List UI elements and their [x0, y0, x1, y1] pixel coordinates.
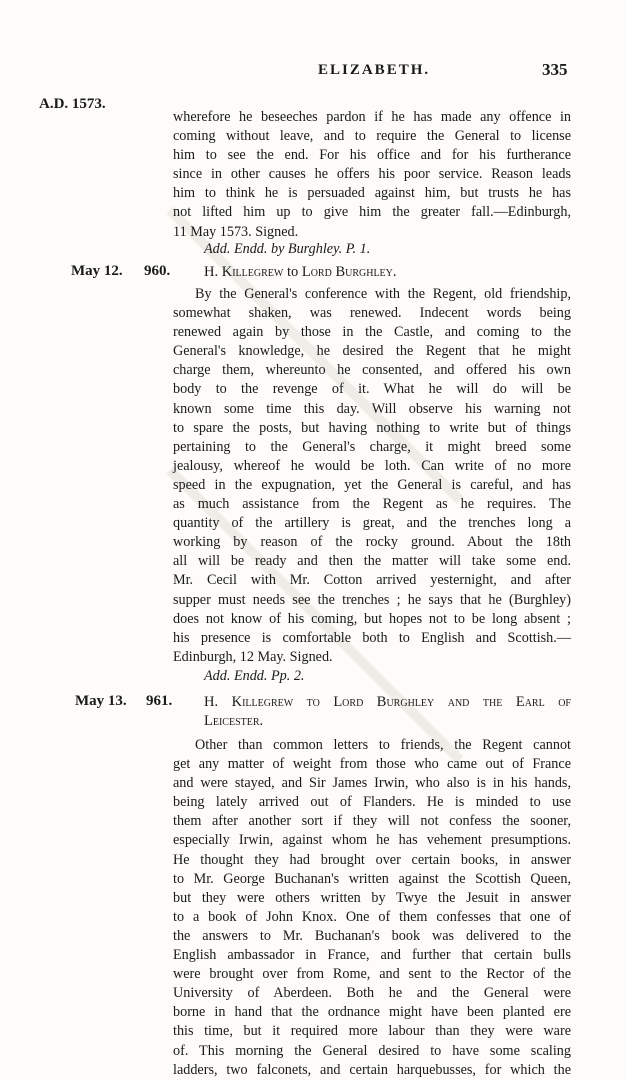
entry-heading: H. Killegrew to Lord Burghley and the Earl of — [204, 694, 571, 710]
text-line: and were stayed, and Sir James Irwin, who also is in his hands, — [173, 775, 571, 792]
text-line: but they were others written by Twye the Jesuit in answer — [173, 889, 571, 906]
text-line: somewhat shaken, was renewed. Indecent words being — [173, 305, 571, 322]
entry-body — [173, 285, 571, 667]
text-line: especially Irwin, against whom he has vehement presumptions. — [173, 832, 571, 849]
text-line: all will be ready and then the matter will take some end. — [173, 553, 571, 570]
page-header — [0, 50, 626, 80]
text-line: to Mr. George Buchanan's written against the Scottish Queen, — [173, 870, 571, 887]
text-line: working by reason of the rocky ground. About the 18th — [173, 534, 571, 551]
text-line: him to see the end. For his office and for his furtherance — [173, 147, 571, 164]
text-line: He thought they had brought over certain books, in answer — [173, 851, 571, 868]
text-line: them after another sort if they will not confess the sooner, — [173, 813, 571, 830]
text-line: University of Aberdeen. Both he and the General were — [173, 985, 571, 1002]
text-line: Edinburgh, 12 May. Signed. — [173, 648, 333, 665]
text-line: body to the revenge of it. What he will do will be — [173, 381, 571, 398]
text-line: not lifted him up to give him the greater fall.—Edinburgh, — [173, 204, 571, 221]
text-line: since in other causes he offers his poor service. Reason leads — [173, 166, 571, 183]
text-line: General's knowledge, he desired the Regent that he might — [173, 343, 571, 360]
text-line: the answers to Mr. Buchanan's book was delivered to the — [173, 927, 571, 944]
year-margin: A.D. 1573. — [39, 96, 106, 112]
text-line: English ambassador in France, and further that certain bulls — [173, 947, 571, 964]
entry-date: May 13. — [75, 693, 127, 709]
text-line: supper must needs see the trenches ; he says that he (Burghley) — [173, 591, 571, 608]
text-line: to spare the posts, but having nothing to write but of things — [173, 419, 571, 436]
entry-date: May 12. — [71, 263, 123, 279]
text-line: his presence is comfortable both to English and Scottish.— — [173, 629, 571, 646]
text-line: of. This morning the General desired to have some scaling — [173, 1042, 571, 1059]
text-line: pertaining to the General's charge, it might breed some — [173, 438, 571, 455]
text-line: being lately arrived out of Flanders. He is minded to use — [173, 794, 571, 811]
text-line: jealousy, whereof he would be loth. Can write of no more — [173, 457, 571, 474]
text-line: renewed again by those in the Castle, and coming to the — [173, 324, 571, 341]
text-line: were brought over from Rome, and sent to the Rector of the — [173, 966, 571, 983]
text-line: as much assistance from the Regent as he requires. The — [173, 496, 571, 513]
endorsement: Add. Endd. by Burghley. P. 1. — [204, 241, 371, 257]
text-line: to a book of John Knox. One of them confesses that one of — [173, 908, 571, 925]
text-line: wherefore he beseeches pardon if he has made any offence in — [173, 109, 571, 125]
endorsement: Add. Endd. Pp. 2. — [204, 668, 305, 684]
text-line: known some time this day. Will observe his warning not — [173, 400, 571, 417]
running-title: ELIZABETH. — [318, 62, 431, 78]
text-line: this time, but it required more labour than they were ware — [173, 1023, 571, 1040]
entry-number: 961. — [146, 693, 173, 709]
entry-heading: H. Killegrew to Lord Burghley. — [204, 264, 397, 280]
text-line: Mr. Cecil with Mr. Cotton arrived yesternight, and after — [173, 572, 571, 589]
text-line: speed in the expugnation, yet the General is careful, and has — [173, 476, 571, 493]
text-line: does not know of his coming, but hopes not to be long absent ; — [173, 610, 571, 627]
continued-entry-text — [173, 108, 571, 242]
text-line: coming without leave, and to require the General to license — [173, 128, 571, 145]
page-number: 335 — [542, 60, 568, 79]
text-line: Other than common letters to friends, the Regent cannot — [195, 737, 571, 753]
text-line: ladders, two falconets, and certain harquebusses, for which the — [173, 1061, 571, 1078]
text-line: borne in hand that the ordnance might have been planted ere — [173, 1004, 571, 1021]
text-line: get any matter of weight from those who came out of France — [173, 756, 571, 773]
entry-number: 960. — [144, 263, 171, 279]
entry-body — [173, 736, 571, 1080]
text-line: 11 May 1573. Signed. — [173, 223, 299, 240]
entry-heading-continued: Leicester. — [204, 713, 264, 729]
text-line: By the General's conference with the Regent, old friendship, — [195, 286, 571, 302]
text-line: him to think he is persuaded against him, but trusts he has — [173, 185, 571, 202]
text-line: quantity of the artillery is great, and the trenches long a — [173, 515, 571, 532]
text-line: charge them, whereunto he consented, and offered his own — [173, 362, 571, 379]
